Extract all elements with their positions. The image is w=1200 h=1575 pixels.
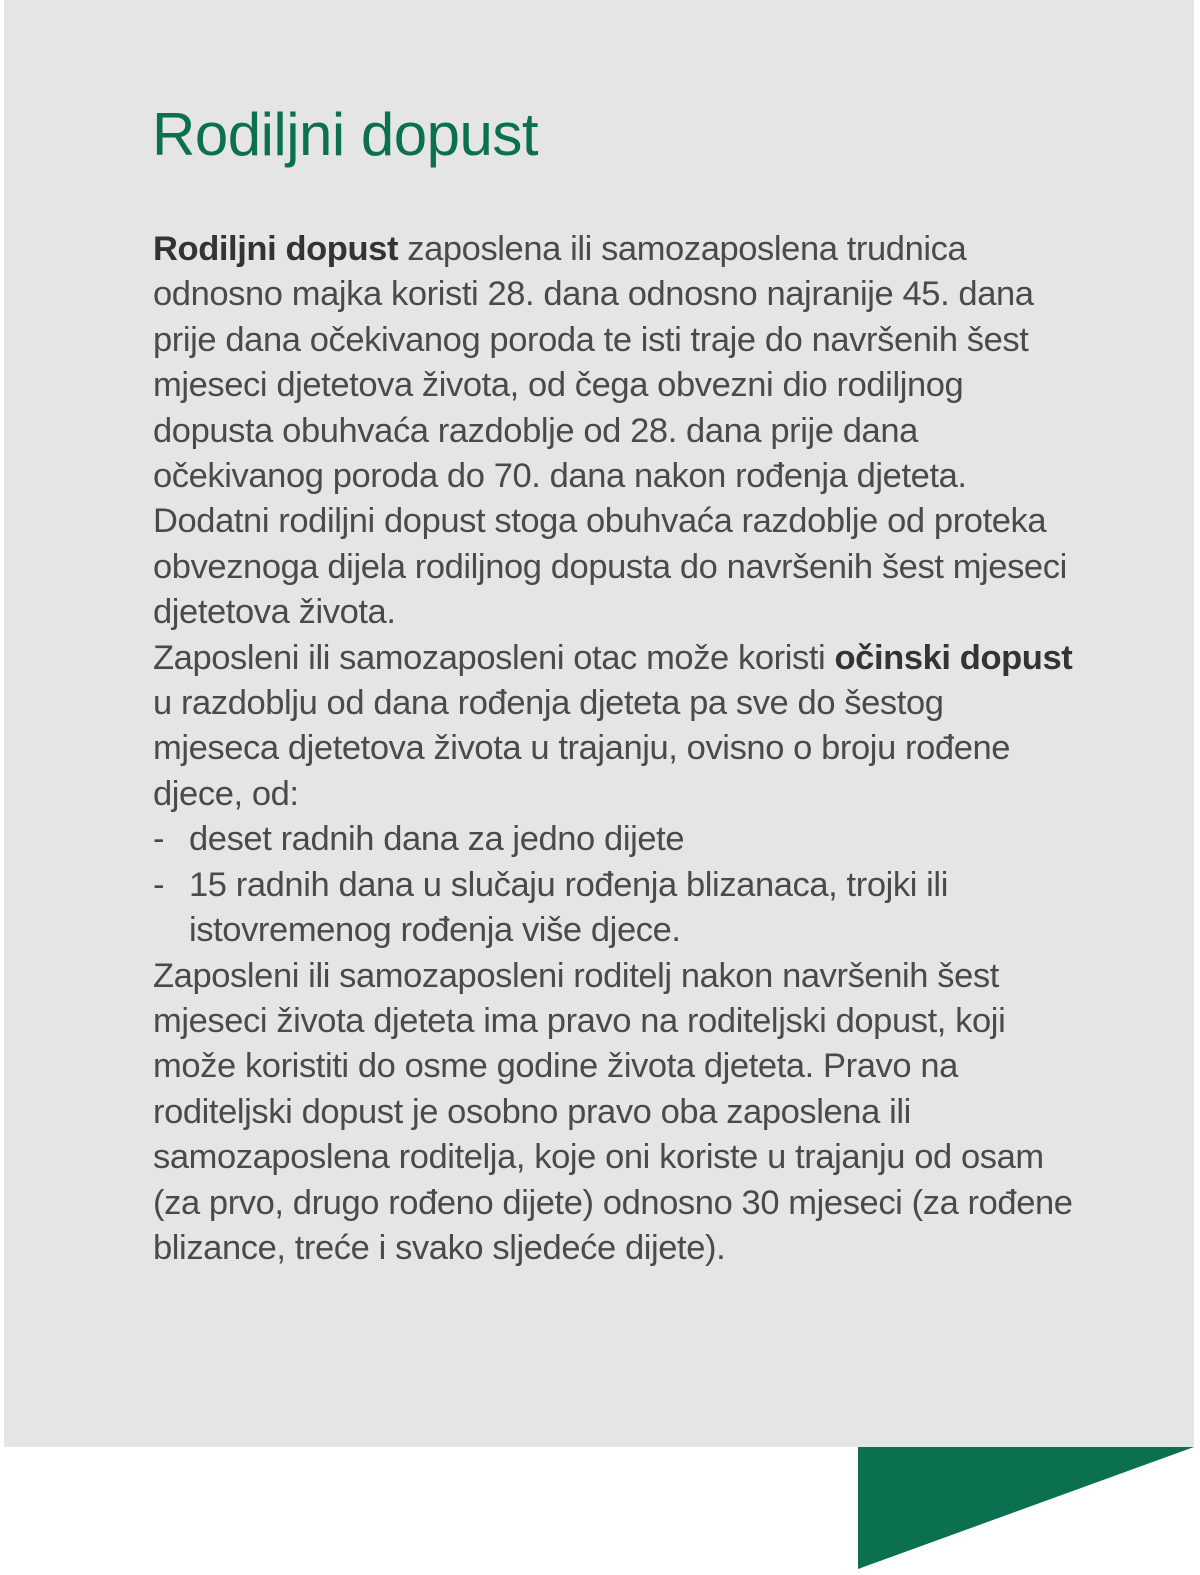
bold-term-maternity-leave: Rodiljni dopust: [153, 230, 399, 268]
content-panel: [4, 0, 1194, 1447]
list-item: [153, 817, 1073, 862]
bold-term-paternity-leave: očinski dopust: [834, 638, 1073, 677]
list-item: [153, 863, 1073, 954]
list-bullet: -: [153, 820, 165, 859]
list-item-text: 15 radnih dana u slučaju rođenja blizanaca, trojki ili istovremenog rođenja više djece.: [189, 865, 948, 950]
paternity-duration-list: [153, 817, 1073, 953]
green-corner-fold-decoration: [858, 1447, 1194, 1569]
list-item-text: deset radnih dana za jedno dijete: [189, 820, 685, 859]
paragraph-paternity-leave: [153, 636, 1073, 818]
paragraph-text: u razdoblju od dana rođenja djeteta pa sve do šestog mjeseca djetetova života u trajanju, ovisno o broju rođene djece, od:: [153, 684, 1011, 813]
paragraph-text: Zaposleni ili samozaposleni roditelj nakon navršenih šest mjeseci života djeteta ima pravo na roditeljski dopust, koji može koristiti do osme godine života djeteta. Pravo na roditeljski dopust je osobno pravo oba zaposlena ili samozaposlena roditelja, koje oni koriste u trajanju od osam (za prvo, drugo rođeno dijete) odnosno 30 mjeseci (za rođene blizance, treće i svako sljedeće dijete).: [153, 956, 1073, 1267]
paragraph-maternity-leave: [153, 227, 1073, 636]
page-title: Rodiljni dopust: [152, 101, 539, 168]
fold-triangle: [858, 1447, 1194, 1569]
paragraph-parental-leave: [153, 954, 1073, 1272]
paragraph-text: zaposlena ili samozaposlena trudnica odnosno majka koristi 28. dana odnosno najranije 45. dana prije dana očekivanog poroda te isti traje do navršenih šest mjeseci djetetova života, od čega obvezni dio rodiljnog dopusta obuhvaća razdoblje od 28. dana prije dana očekivanog poroda do 70. dana nakon rođenja djeteta. Dodatni rodiljni dopust stoga obuhvaća razdoblje od proteka obveznoga dijela rodiljnog dopusta do navršenih šest mjeseci djetetova života.: [153, 230, 1067, 632]
body-text: [153, 227, 1073, 1271]
paragraph-text: Zaposleni ili samozaposleni otac može koristi: [153, 638, 835, 677]
list-bullet: -: [153, 865, 165, 904]
